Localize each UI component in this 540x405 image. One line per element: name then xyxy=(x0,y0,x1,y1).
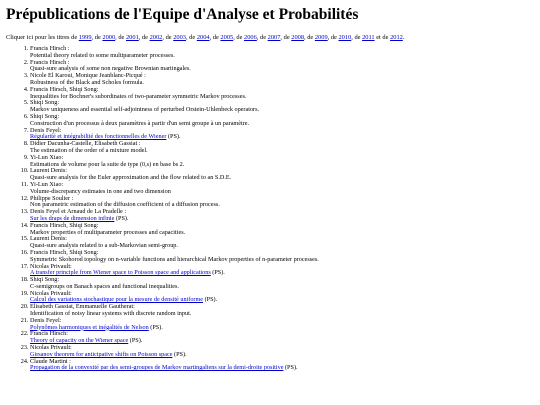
intro-line xyxy=(6,34,534,42)
publication-authors: 20. Elisabeth Gassiat, Emmanuelle Gautherat: xyxy=(30,303,135,311)
publication-item xyxy=(30,87,534,101)
publication-title: Estimations de volume pour la suite de type (0,s) en base bs 2. xyxy=(30,160,185,168)
publication-format-note: (PS). xyxy=(128,337,143,345)
publication-authors: 10. Laurent Denis: xyxy=(30,167,67,175)
publication-title-link[interactable]: Girsanov theorem for anticipative shifts on Poisson space xyxy=(30,350,173,358)
year-link-2000[interactable]: 2000 xyxy=(102,34,116,41)
publication-authors: 11. Yi-Lun Xiao: xyxy=(30,180,64,188)
publication-title-line xyxy=(30,352,534,359)
publication-authors: 17. Nicolas Privault: xyxy=(30,262,72,270)
publication-item xyxy=(30,128,534,142)
year-separator: , de xyxy=(256,34,268,41)
year-separator: et de xyxy=(374,34,391,41)
publication-title: Symmetric Skohorod topology on n-variable functions and hierarchical Markov properties of n-parameter processes. xyxy=(30,255,319,263)
publication-authors: 19. Nicolas Privault: xyxy=(30,289,72,297)
publication-authors: 15. Laurent Denis: xyxy=(30,235,67,243)
publication-title: Volume-discrepancy estimates in one and two dimension xyxy=(30,187,171,195)
year-link-2008[interactable]: 2008 xyxy=(291,34,305,41)
publication-item xyxy=(30,60,534,74)
year-link-2010[interactable]: 2010 xyxy=(338,34,352,41)
publication-authors: 18. Shiqi Song: xyxy=(30,276,60,284)
publication-title-line xyxy=(30,80,534,87)
publication-title-line xyxy=(30,53,534,60)
publication-item xyxy=(30,331,534,345)
year-link-2009[interactable]: 2009 xyxy=(314,34,328,41)
year-separator: , de xyxy=(138,34,150,41)
publication-title-line xyxy=(30,216,534,223)
publication-authors: 9. Yi-Lun Xiao: xyxy=(30,153,64,161)
publication-title: C-semigroups on Banach spaces and functional inequalities. xyxy=(30,282,179,290)
publication-authors: 21. Denis Feyel: xyxy=(30,316,62,324)
publication-title-line xyxy=(30,175,534,182)
publication-title: Non parametric estimation of the diffusion coefficient of a diffusion process. xyxy=(30,201,220,209)
publication-title-line xyxy=(30,148,534,155)
year-separator: , de xyxy=(162,34,174,41)
year-separator: , de xyxy=(233,34,245,41)
publication-authors: 14. Francis Hirsch, Shiqi Song: xyxy=(30,221,99,229)
publication-title: Potential theory related to some multiparameter processes. xyxy=(30,51,175,59)
publication-authors: 4. Francis Hirsch, Shiqi Song: xyxy=(30,85,99,93)
year-link-2006[interactable]: 2006 xyxy=(244,34,257,41)
publication-authors: 5. Shiqi Song: xyxy=(30,99,60,107)
publication-item xyxy=(30,182,534,196)
publication-format-note: (PS). xyxy=(210,269,225,277)
publication-format-note: (PS). xyxy=(203,296,218,304)
publication-item xyxy=(30,100,534,114)
publication-title: Identification of noisy linear systems with discrete random input. xyxy=(30,310,192,318)
publication-item xyxy=(30,236,534,250)
publication-title-link[interactable]: Régularité et intégrabilité des fonctionnelles de Wiener xyxy=(30,133,167,141)
publication-title-line xyxy=(30,243,534,250)
publication-authors: 8. Didier Dacunha-Castelle, Elisabeth Gassiat : xyxy=(30,140,141,148)
publication-title-link[interactable]: Propagation de la convexité par des semi-groupes de Markov martingaliens sur la demi-droite positive xyxy=(30,364,284,372)
publication-title-line xyxy=(30,94,534,101)
publication-title-line xyxy=(30,365,534,372)
publication-title-line xyxy=(30,230,534,237)
publication-item xyxy=(30,73,534,87)
publication-item xyxy=(30,359,534,373)
year-links xyxy=(79,34,403,41)
year-link-1999[interactable]: 1999 xyxy=(78,34,92,41)
year-separator: , de xyxy=(351,34,363,41)
publication-title: Quasi-sure analysis of some non negative Brownian martingales. xyxy=(30,65,191,73)
publication-format-note: (PS). xyxy=(283,364,298,372)
publication-item xyxy=(30,46,534,60)
publication-authors: 24. Claude Martini : xyxy=(30,357,71,365)
intro-suffix: . xyxy=(402,34,405,41)
page-title: Prépublications de l'Equipe d'Analyse et Probabilités xyxy=(6,6,359,23)
publication-title-link[interactable]: Calcul des variations stochastique pour la mesure de densité uniforme xyxy=(30,296,204,304)
publication-item xyxy=(30,318,534,332)
publication-item xyxy=(30,345,534,359)
publication-title-line xyxy=(30,284,534,291)
publication-title-line xyxy=(30,338,534,345)
publication-item xyxy=(30,114,534,128)
publication-title: Markov properties of multiparameter processes and capacities. xyxy=(30,228,186,236)
publication-format-note: (PS). xyxy=(166,133,181,141)
year-separator: , de xyxy=(115,34,126,41)
publication-format-note: (PS). xyxy=(114,214,129,222)
publication-item xyxy=(30,141,534,155)
year-link-2012[interactable]: 2012 xyxy=(390,34,403,41)
publication-title-line xyxy=(30,270,534,277)
year-link-2007[interactable]: 2007 xyxy=(267,34,281,41)
publication-item xyxy=(30,277,534,291)
publication-title: Markov uniqueness and essential self-adjointness of perturbed Orstein-Uhlenbeck operators. xyxy=(30,106,260,114)
publication-title: The estimation of the order of a mixture model. xyxy=(30,146,148,154)
year-link-2003[interactable]: 2003 xyxy=(173,34,186,41)
publication-item xyxy=(30,291,534,305)
publication-title: Inequalities for Bochner's subordinates of two-parameter symmetric Markov processes. xyxy=(30,92,247,100)
publication-item xyxy=(30,209,534,223)
publication-title-line xyxy=(30,107,534,114)
publication-authors: 1. Francis Hirsch : xyxy=(30,45,70,52)
year-link-2011[interactable]: 2011 xyxy=(362,34,375,41)
publication-list xyxy=(6,46,534,372)
publication-title-line xyxy=(30,189,534,196)
year-separator: , de xyxy=(280,34,292,41)
publication-item xyxy=(30,155,534,169)
publication-title-link[interactable]: Theory of capacity on the Wiener space xyxy=(30,337,129,345)
publication-title-link[interactable]: Sur les draps de dimension infinie xyxy=(30,214,115,222)
publication-title: Quasi-sure analysis related to a sub-Markovian semi-group. xyxy=(30,242,178,250)
publication-format-note: (PS). xyxy=(148,323,163,331)
publication-format-note: (PS). xyxy=(172,350,187,358)
publication-item xyxy=(30,168,534,182)
publication-item xyxy=(30,250,534,264)
publication-authors: 7. Denis Feyel: xyxy=(30,126,62,134)
year-separator: , de xyxy=(327,34,339,41)
publication-title-link[interactable]: A transfer principle from Wiener space to Poisson space and applications xyxy=(30,269,211,277)
year-separator: , de xyxy=(209,34,221,41)
publication-item xyxy=(30,223,534,237)
publication-title: Construction d'un processus à deux paramètres à partir d'un semi groupe à un paramètre. xyxy=(30,119,250,127)
year-link-2004[interactable]: 2004 xyxy=(196,34,210,41)
publication-item xyxy=(30,304,534,318)
publication-title: Quasi-sure analysis for the Euler approximation and the flow related to an S.D.E. xyxy=(30,174,232,182)
publication-title-line xyxy=(30,121,534,128)
publication-authors: 13. Denis Feyel et Arnaud de La Pradelle : xyxy=(30,208,127,216)
publication-authors: 16. Francis Hirsch, Shiqi Song: xyxy=(30,248,99,256)
publication-authors: 23. Nicolas Privault: xyxy=(30,344,72,352)
year-link-2005[interactable]: 2005 xyxy=(220,34,234,41)
year-separator: , de xyxy=(91,34,103,41)
publication-authors: 2. Francis Hirsch : xyxy=(30,58,70,66)
publication-item xyxy=(30,196,534,210)
year-separator: , de xyxy=(304,34,315,41)
intro-prefix: Cliquer ici pour les titres de xyxy=(6,34,79,41)
publication-authors: 6. Shiqi Song: xyxy=(30,112,60,120)
publication-title-line xyxy=(30,257,534,264)
publication-authors: 3. Nicole El Karoui, Monique Jeanblanc-Picqué : xyxy=(30,72,146,80)
publication-title-line xyxy=(30,311,534,318)
year-separator: , de xyxy=(185,34,197,41)
publication-title: Robustness of the Black and Scholes formula. xyxy=(30,78,144,86)
publication-authors: 22. Francis Hirsch: xyxy=(30,330,68,338)
publication-title-line xyxy=(30,162,534,169)
publication-authors: 12. Philippe Soulier : xyxy=(30,194,74,202)
year-link-2001[interactable]: 2001 xyxy=(125,34,139,41)
year-link-2002[interactable]: 2002 xyxy=(149,34,163,41)
publication-title-link[interactable]: Polynômes harmoniques et inégalités de Nelson xyxy=(30,323,149,331)
publication-title-line xyxy=(30,325,534,332)
publication-item xyxy=(30,264,534,278)
